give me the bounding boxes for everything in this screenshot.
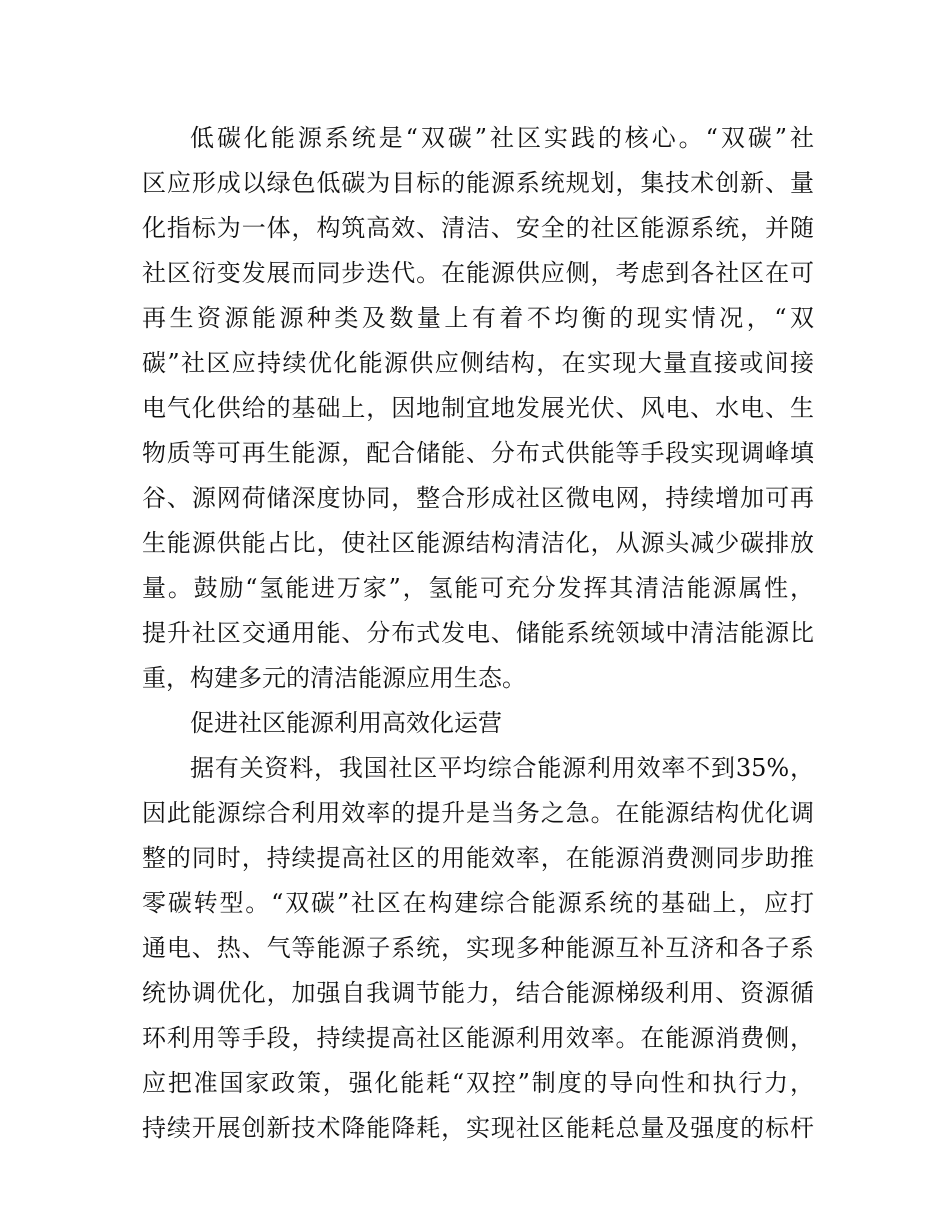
text-line: 社区衍变发展而同步迭代。在能源供应侧，考虑到各社区在可 xyxy=(142,259,814,287)
text-line: 据有关资料，我国社区平均综合能源利用效率不到35%， xyxy=(190,754,814,782)
text-line: 再生资源能源种类及数量上有着不均衡的现实情况，“双 xyxy=(142,304,814,332)
text-line: 通电、热、气等能源子系统，实现多种能源互补互济和各子系 xyxy=(142,934,814,962)
text-line: 重，构建多元的清洁能源应用生态。 xyxy=(142,664,526,692)
text-line: 生能源供能占比，使社区能源结构清洁化，从源头减少碳排放 xyxy=(142,529,814,557)
section-heading: 促进社区能源利用高效化运营 xyxy=(190,709,502,737)
text-line: 量。鼓励“氢能进万家”，氢能可充分发挥其清洁能源属性， xyxy=(142,574,814,602)
text-line: 整的同时，持续提高社区的用能效率，在能源消费测同步助推 xyxy=(142,844,814,872)
text-line: 物质等可再生能源，配合储能、分布式供能等手段实现调峰填 xyxy=(142,439,814,467)
text-line: 统协调优化，加强自我调节能力，结合能源梯级利用、资源循 xyxy=(142,979,814,1007)
text-line: 碳”社区应持续优化能源供应侧结构，在实现大量直接或间接 xyxy=(142,349,814,377)
text-line: 应把准国家政策，强化能耗“双控”制度的导向性和执行力， xyxy=(142,1069,814,1097)
text-line: 区应形成以绿色低碳为目标的能源系统规划，集技术创新、量 xyxy=(142,169,814,197)
text-line: 提升社区交通用能、分布式发电、储能系统领域中清洁能源比 xyxy=(142,619,814,647)
text-line: 电气化供给的基础上，因地制宜地发展光伏、风电、水电、生 xyxy=(142,394,814,422)
body-text xyxy=(142,116,814,1151)
text-line: 因此能源综合利用效率的提升是当务之急。在能源结构优化调 xyxy=(142,799,814,827)
text-line: 零碳转型。“双碳”社区在构建综合能源系统的基础上，应打 xyxy=(142,889,814,917)
text-line: 环利用等手段，持续提高社区能源利用效率。在能源消费侧， xyxy=(142,1024,814,1052)
text-line: 化指标为一体，构筑高效、清洁、安全的社区能源系统，并随 xyxy=(142,214,814,242)
text-line: 低碳化能源系统是“双碳”社区实践的核心。“双碳”社 xyxy=(190,124,814,152)
text-line: 谷、源网荷储深度协同，整合形成社区微电网，持续增加可再 xyxy=(142,484,814,512)
text-line: 持续开展创新技术降能降耗，实现社区能耗总量及强度的标杆 xyxy=(142,1114,814,1142)
